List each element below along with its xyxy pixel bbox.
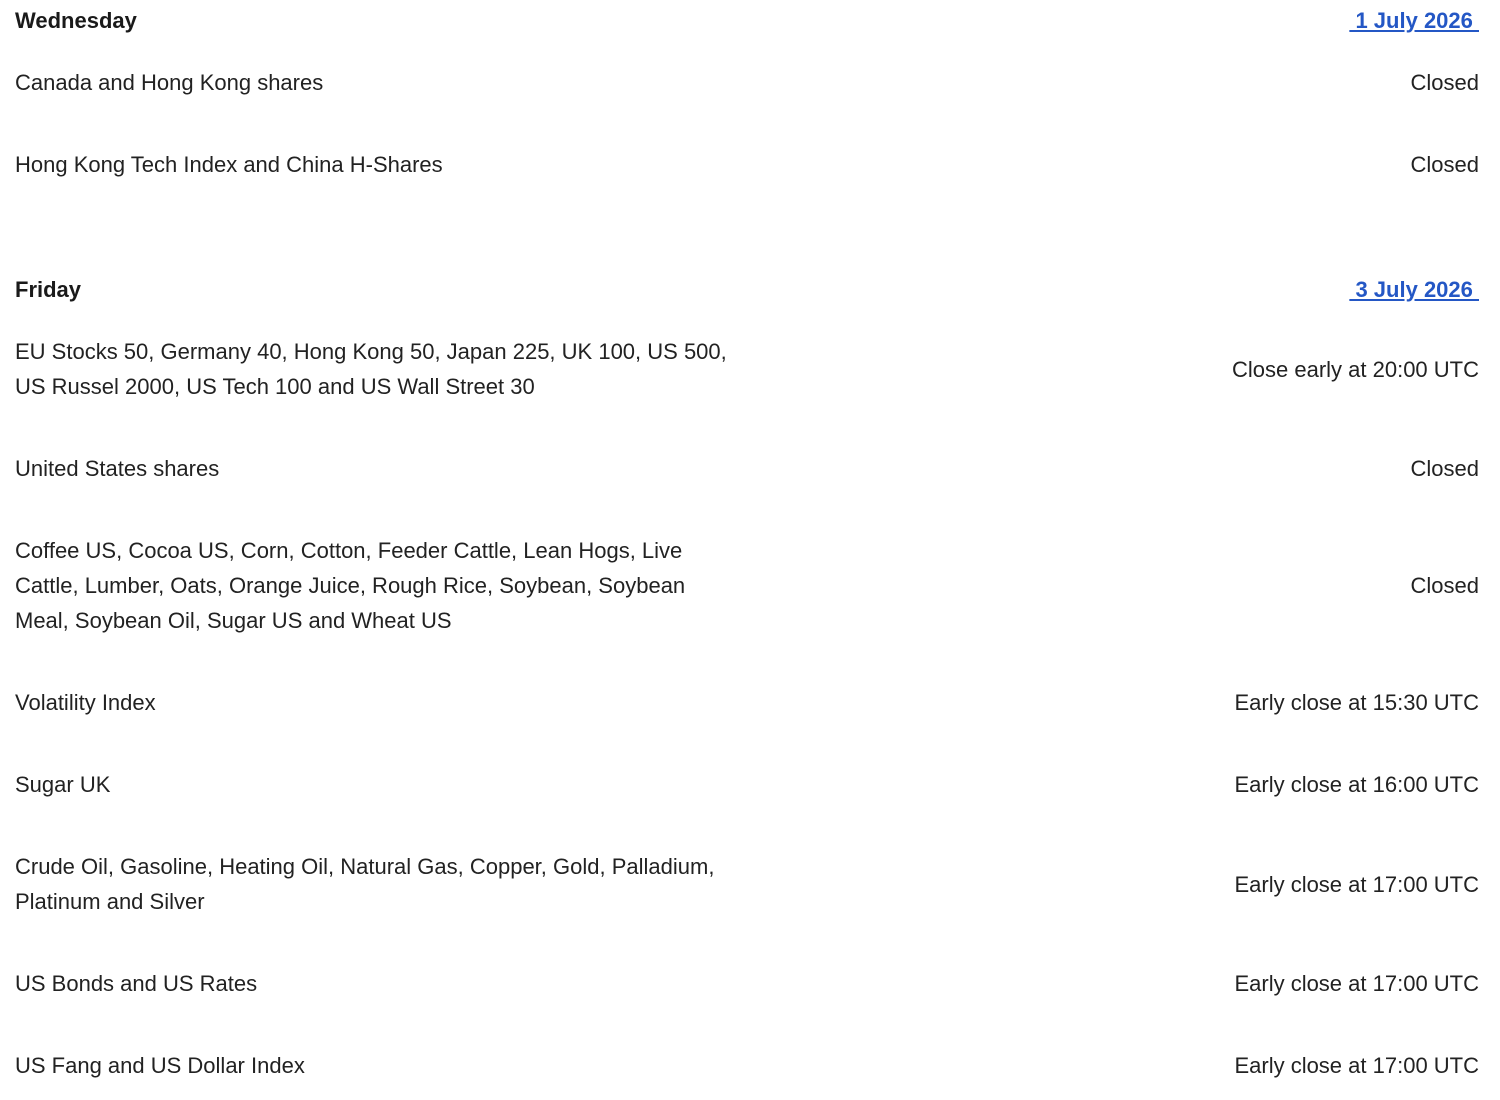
trading-status: Early close at 17:00 UTC (1234, 871, 1479, 897)
trading-status: Closed (1410, 456, 1479, 481)
trading-status: Early close at 17:00 UTC (1234, 971, 1479, 996)
holiday-row (15, 334, 1479, 404)
trading-status: Early close at 16:00 UTC (1234, 772, 1479, 797)
date-link[interactable]: 3 July 2026 (1349, 277, 1479, 302)
trading-status: Closed (1410, 152, 1479, 177)
market-name: EU Stocks 50, Germany 40, Hong Kong 50, Japan 225, UK 100, US 500, US Russel 2000, US Tech 100 and US Wall Street 30 (15, 339, 727, 399)
holiday-row (15, 767, 1479, 802)
market-name: Canada and Hong Kong shares (15, 70, 324, 95)
holiday-row (15, 451, 1479, 486)
holiday-row (15, 1048, 1479, 1083)
holiday-row (15, 966, 1479, 1001)
market-name: US Fang and US Dollar Index (15, 1053, 305, 1078)
trading-status: Close early at 20:00 UTC (1232, 356, 1479, 382)
trading-status: Early close at 15:30 UTC (1234, 690, 1479, 715)
holiday-row (15, 147, 1479, 182)
holiday-row (15, 533, 1479, 638)
holiday-row (15, 849, 1479, 919)
market-name: Hong Kong Tech Index and China H-Shares (15, 152, 443, 177)
section-header-wednesday (15, 8, 1479, 40)
day-label: Wednesday (15, 8, 137, 33)
holiday-row (15, 685, 1479, 720)
holiday-row (15, 65, 1479, 100)
market-name: United States shares (15, 456, 220, 481)
market-name: Sugar UK (15, 772, 111, 797)
market-name: US Bonds and US Rates (15, 971, 258, 996)
trading-status: Closed (1410, 70, 1479, 95)
market-name: Coffee US, Cocoa US, Corn, Cotton, Feeder Cattle, Lean Hogs, Live Cattle, Lumber, Oats, Orange Juice, Rough Rice, Soybean, Soybean Meal, Soybean Oil, Sugar US and Wheat US (15, 538, 686, 633)
date-link[interactable]: 1 July 2026 (1349, 8, 1479, 33)
trading-status: Closed (1410, 573, 1479, 598)
market-name: Volatility Index (15, 690, 156, 715)
day-label: Friday (15, 277, 82, 302)
trading-status: Early close at 17:00 UTC (1234, 1053, 1479, 1078)
market-name: Crude Oil, Gasoline, Heating Oil, Natural Gas, Copper, Gold, Palladium, Platinum and Silver (15, 854, 715, 914)
section-header-friday (15, 277, 1479, 309)
